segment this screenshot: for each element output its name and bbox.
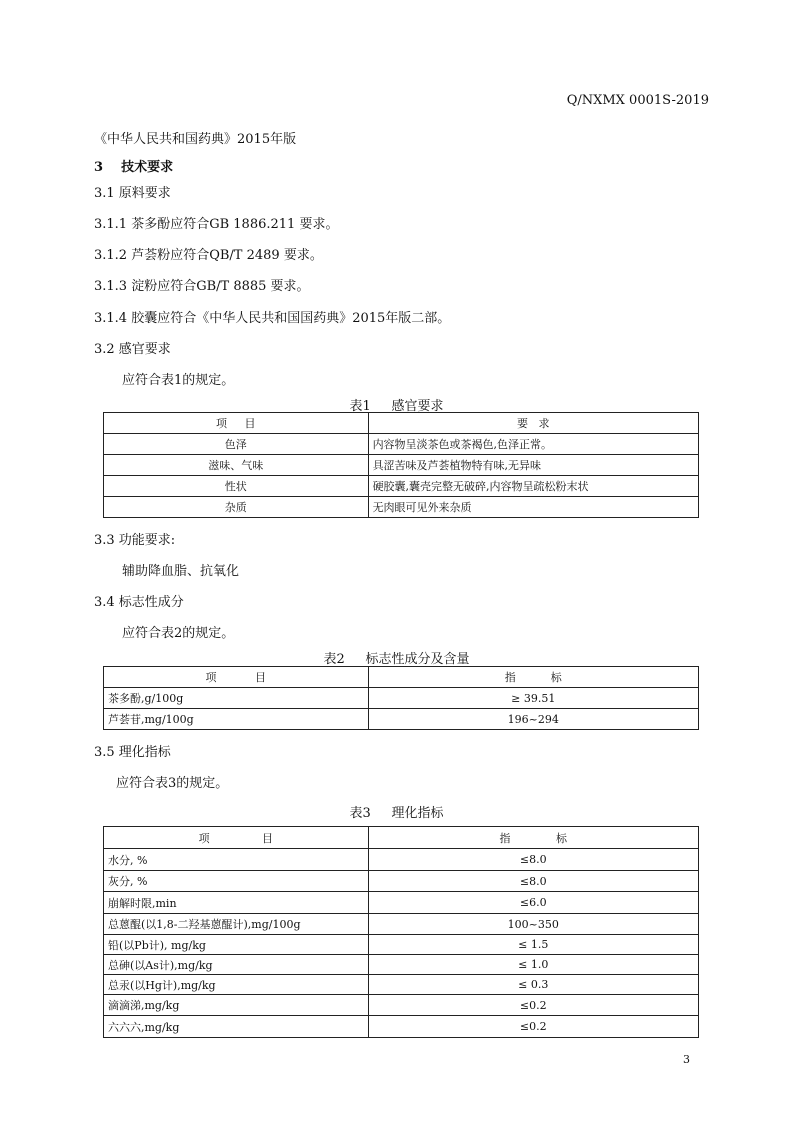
table-cell: 芦荟苷,mg/100g <box>104 709 369 730</box>
table-cell: 内容物呈淡茶色或茶褐色,色泽正常。 <box>368 434 698 455</box>
table-cell: 水分, % <box>104 849 369 871</box>
table-row <box>104 849 699 871</box>
clause-text: 3.1.2 芦荟粉应符合QB/T 2489 要求。 <box>94 248 323 263</box>
document-code: Q/NXMX 0001S-2019 <box>566 93 709 108</box>
table-cell: 色泽 <box>104 434 369 455</box>
table-cell: 具涩苦味及芦荟植物特有味,无异味 <box>368 455 698 476</box>
table-cell: ≤0.2 <box>368 995 698 1016</box>
table-row <box>104 871 699 892</box>
table-cell: 总汞(以Hg计),mg/kg <box>104 975 369 995</box>
table-row <box>104 709 699 730</box>
table-header-cell: 项 目 <box>104 667 369 688</box>
subsection-heading: 3.4 标志性成分 <box>94 595 184 610</box>
table-cell: ≤0.2 <box>368 1016 698 1038</box>
table-cell: 铅(以Pb计), mg/kg <box>104 935 369 955</box>
table-row <box>104 476 699 497</box>
table-cell: 100~350 <box>368 914 698 935</box>
table-cell: ≤8.0 <box>368 871 698 892</box>
table-row <box>104 455 699 476</box>
table1-caption: 表1 感官要求 <box>349 399 444 414</box>
body-text: 辅助降血脂、抗氧化 <box>122 564 240 579</box>
table-row <box>104 935 699 955</box>
table-row <box>104 975 699 995</box>
table-cell: 硬胶囊,囊壳完整无破碎,内容物呈疏松粉末状 <box>368 476 698 497</box>
clause-text: 3.1.4 胶囊应符合《中华人民共和国国药典》2015年版二部。 <box>94 311 451 326</box>
clause-text: 3.1.3 淀粉应符合GB/T 8885 要求。 <box>94 279 310 294</box>
table-header-cell: 指 标 <box>368 667 698 688</box>
table-cell: ≤6.0 <box>368 892 698 914</box>
table3 <box>103 826 699 1038</box>
page-number: 3 <box>683 1053 690 1066</box>
reference-line: 《中华人民共和国药典》2015年版 <box>94 132 297 147</box>
table-header-row <box>104 667 699 688</box>
table-cell: 杂质 <box>104 497 369 518</box>
table-cell: 滋味、气味 <box>104 455 369 476</box>
subsection-heading: 3.1 原料要求 <box>94 186 171 201</box>
table-header-cell: 指 标 <box>368 827 698 849</box>
table-row <box>104 688 699 709</box>
section-heading: 3 技术要求 <box>94 160 174 175</box>
table-cell: 滴滴涕,mg/kg <box>104 995 369 1016</box>
table-header-cell: 要 求 <box>368 413 698 434</box>
table-row <box>104 497 699 518</box>
table-cell: 196~294 <box>368 709 698 730</box>
table-header-cell: 项 目 <box>104 827 369 849</box>
subsection-heading: 3.2 感官要求 <box>94 342 171 357</box>
clause-text: 3.1.1 茶多酚应符合GB 1886.211 要求。 <box>94 217 339 232</box>
table-cell: 总砷(以As计),mg/kg <box>104 955 369 975</box>
table-cell: ≤ 1.5 <box>368 935 698 955</box>
table-row <box>104 892 699 914</box>
table-cell: 灰分, % <box>104 871 369 892</box>
table-cell: 无肉眼可见外来杂质 <box>368 497 698 518</box>
table-cell: 总蒽醌(以1,8-二羟基蒽醌计),mg/100g <box>104 914 369 935</box>
subsection-heading: 3.3 功能要求: <box>94 533 176 548</box>
table3-caption: 表3 理化指标 <box>349 806 444 821</box>
table-header-row <box>104 827 699 849</box>
table1 <box>103 412 699 518</box>
body-text: 应符合表3的规定。 <box>116 776 229 791</box>
body-text: 应符合表1的规定。 <box>122 373 235 388</box>
table-cell: 性状 <box>104 476 369 497</box>
table-row <box>104 434 699 455</box>
table-cell: ≤8.0 <box>368 849 698 871</box>
table-cell: ≥ 39.51 <box>368 688 698 709</box>
body-text: 应符合表2的规定。 <box>122 626 235 641</box>
table-row <box>104 914 699 935</box>
table-row <box>104 995 699 1016</box>
table-row <box>104 955 699 975</box>
subsection-heading: 3.5 理化指标 <box>94 745 171 760</box>
table2-caption: 表2 标志性成分及含量 <box>323 652 470 667</box>
table2 <box>103 666 699 730</box>
table-cell: 崩解时限,min <box>104 892 369 914</box>
table-cell: ≤ 1.0 <box>368 955 698 975</box>
table-cell: 六六六,mg/kg <box>104 1016 369 1038</box>
table-cell: 茶多酚,g/100g <box>104 688 369 709</box>
table-row <box>104 1016 699 1038</box>
table-cell: ≤ 0.3 <box>368 975 698 995</box>
table-header-cell: 项 目 <box>104 413 369 434</box>
table-header-row <box>104 413 699 434</box>
